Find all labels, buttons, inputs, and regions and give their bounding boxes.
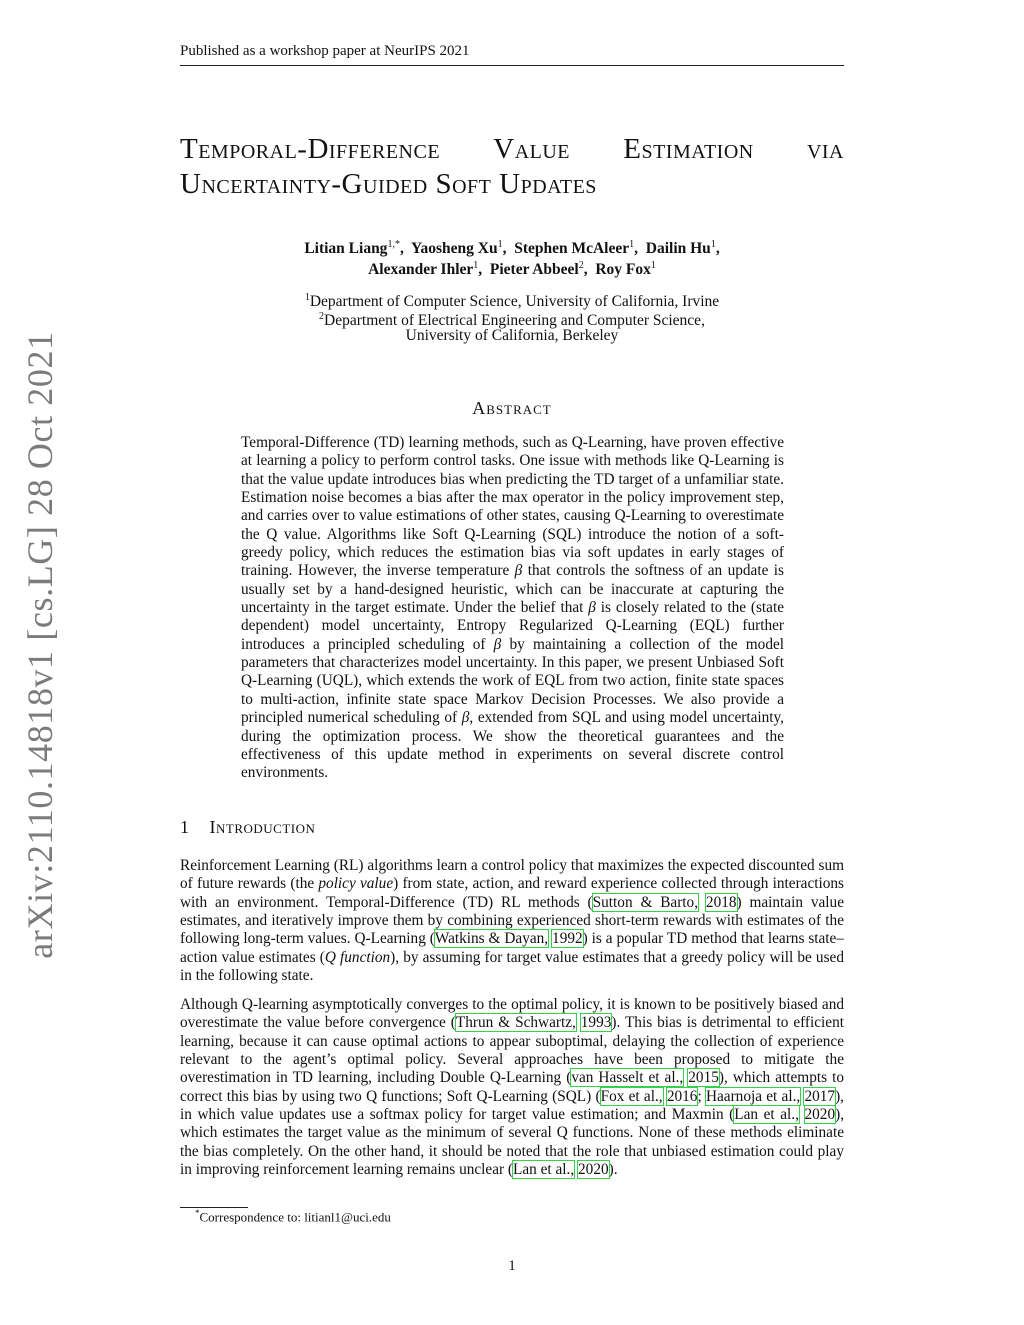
author-sup: 1	[650, 260, 656, 271]
intro-paragraph-2	[180, 996, 844, 1179]
para-text: ), which attempts to correct this bias by using two Q functions; Soft Q-Learning (SQL) (	[180, 1069, 844, 1105]
para-text: ) is a popular TD method that learns state–action value estimates (	[180, 930, 844, 966]
para-text: ) maintain value estimates, and iteratively improve them by combining experienced short-term rewards with estimates of the following long-term values. Q-Learning (	[180, 893, 844, 948]
citation-year-link[interactable]: 2018	[705, 893, 737, 911]
author-name: Dailin Hu	[645, 240, 711, 258]
footnote-text: Correspondence to: litianl1@uci.edu	[199, 1209, 391, 1225]
abstract-body	[241, 434, 784, 783]
para-text: ), in which value updates use a softmax policy for target value estimation; and Maxmin (	[180, 1087, 844, 1124]
citation-link[interactable]: Haarnoja et al.,	[705, 1087, 801, 1105]
title-word: via	[806, 133, 844, 165]
author-sup: 2	[578, 260, 584, 271]
para-text: ), which estimates the target value as the minimum of several Q functions. None of these methods eliminate the bias completely. On the other hand, it should be noted that the role that unbiased estimation could play in improving reinforcement learning remains unclear (	[180, 1106, 845, 1179]
para-text: ). This bias is detrimental to efficient learning, because it can cause optimal actions to appear suboptimal, delaying the collection of experience relevant to the agent’s optimal policy. Several approaches have been proposed to mitigate the overestimation in TD learning, including Double Q-Learning (	[180, 1014, 844, 1087]
header-rule	[180, 65, 844, 66]
abstract-text: Temporal-Difference (TD) learning methods, such as Q-Learning, have proven effective at learning a policy to perform control tasks. One issue with methods like Q-Learning is that the value update introduces bias when predicting the TD target of a unfamiliar state. Estimation noise becomes a bias after the max operator in the policy improvement step, and carries over to value estimations of other states, causing Q-Learning to overestimate the Q value. Algorithms like Soft Q-Learning (SQL) introduce the notion of a soft-greedy policy, which reduces the estimation bias via soft updates in early stages of training. However, the inverse temperature	[241, 434, 784, 580]
paper-title-line1	[180, 131, 844, 167]
emph-text: Q function	[324, 948, 391, 966]
authors-line1: Litian Liang$^{1,*}$, Yaosheng Xu$^1$, Stephen McAleer$^1$, Dailin Hu$^1$,	[304, 239, 720, 258]
affiliation-2-cont: University of California, Berkeley	[405, 327, 619, 344]
citation-year-link[interactable]: 2017	[804, 1087, 836, 1105]
author-name: Roy Fox	[595, 261, 651, 279]
abstract-text: is closely related to the (state dependent) model uncertainty, Entropy Regularized Q-Learning (EQL) further introduces a principled scheduling of	[241, 599, 785, 653]
para-text: Reinforcement Learning (RL) algorithms learn a control policy that maximizes the expected discounted sum of future rewards (the	[180, 857, 844, 893]
abstract-text: by maintaining a collection of the model parameters that characterizes model uncertainty. In this paper, we present Unbiased Soft Q-Learning (UQL), which extends the work of EQL from two action, finite state spaces to multi-action, infinite state space Markov Decision Processes. We also provide a principled numerical scheduling of	[241, 635, 785, 727]
title-word: Value	[493, 133, 571, 165]
affiliation-text: Department of Electrical Engineering and Computer Science,	[324, 312, 705, 330]
title-word: Temporal-Difference	[180, 133, 441, 165]
author-name: Alexander Ihler	[368, 261, 474, 279]
author-sup: 1,*	[387, 239, 400, 250]
section-number: 1	[180, 817, 190, 837]
footnote-mark: *	[195, 1208, 200, 1218]
citation-link[interactable]: Watkins & Dayan,	[434, 930, 549, 948]
authors-line2: Alexander Ihler$^1$, Pieter Abbeel$^2$, Roy Fox$^1$	[368, 260, 656, 279]
intro-paragraph-1	[180, 857, 844, 985]
beta-symbol: β	[588, 599, 596, 617]
citation-link[interactable]: van Hasselt et al.,	[571, 1069, 684, 1087]
abstract-text: that controls the softness of an update is usually set by a hand-designed heuristic, which can be inaccurate at capturing the uncertainty in the target estimate. Under the belief that	[241, 562, 784, 617]
citation-link[interactable]: Lan et al.,	[734, 1106, 799, 1124]
para-text: ), by assuming for target value estimates that a greedy policy will be used in the following state.	[180, 948, 844, 985]
affiliation-sup: 2	[319, 311, 325, 322]
citation-link[interactable]: Lan et al.,	[513, 1161, 575, 1179]
page-number: 1	[508, 1258, 516, 1274]
author-sup: 1	[497, 239, 503, 250]
beta-symbol: β	[514, 562, 523, 580]
author-sup: 1	[473, 260, 479, 271]
para-text: Although Q-learning asymptotically converges to the optimal policy, it is known to be positively biased and overestimate the value before convergence (	[180, 996, 844, 1032]
citation-year-link[interactable]: 2020	[578, 1161, 609, 1179]
author-name: Pieter Abbeel	[489, 261, 579, 279]
beta-symbol: β	[461, 709, 470, 727]
citation-year-link[interactable]: 1992	[552, 930, 583, 948]
affiliation-text: Department of Computer Science, University of California, Irvine	[309, 293, 720, 311]
abstract-heading: Abstract	[472, 398, 552, 418]
affiliation-sup: 1	[304, 292, 310, 303]
citation-year-link[interactable]: 2015	[688, 1069, 719, 1087]
footnote	[195, 1208, 391, 1225]
abstract-text: , extended from SQL and using model uncertainty, during the optimization process. We show the theoretical guarantees and the effectiveness of this update method in experiments on several discrete control environments.	[241, 709, 784, 782]
beta-symbol: β	[493, 635, 502, 653]
section-heading	[180, 817, 315, 838]
citation-year-link[interactable]: 1993	[580, 1014, 612, 1032]
para-text: ).	[608, 1161, 618, 1179]
author-name: Litian Liang	[304, 240, 388, 258]
citation-year-link[interactable]: 2020	[804, 1106, 836, 1124]
para-text: ) from state, action, and reward experience collected through interactions with an environment. Temporal-Difference (TD) RL methods (	[180, 875, 845, 911]
author-name: Yaosheng Xu	[411, 240, 498, 258]
citation-link[interactable]: Fox et al.,	[600, 1087, 663, 1105]
citation-link[interactable]: Sutton & Barto,	[592, 893, 699, 911]
section-title: Introduction	[209, 817, 316, 837]
para-text: ;	[697, 1087, 706, 1105]
title-word: Estimation	[623, 133, 754, 165]
citation-link[interactable]: Thrun & Schwartz,	[455, 1014, 576, 1032]
emph-text: policy value	[318, 875, 394, 893]
author-sup: 1	[710, 239, 716, 250]
author-name: Stephen McAleer	[514, 240, 630, 258]
paper-title-line2: Uncertainty-Guided Soft Updates	[180, 168, 597, 200]
running-head: Published as a workshop paper at NeurIPS 2021	[180, 43, 470, 59]
citation-year-link[interactable]: 2016	[666, 1087, 698, 1105]
arxiv-stamp-text: arXiv:2110.14818v1 [cs.LG] 28 Oct 2021	[20, 331, 60, 959]
author-sup: 1	[629, 239, 635, 250]
